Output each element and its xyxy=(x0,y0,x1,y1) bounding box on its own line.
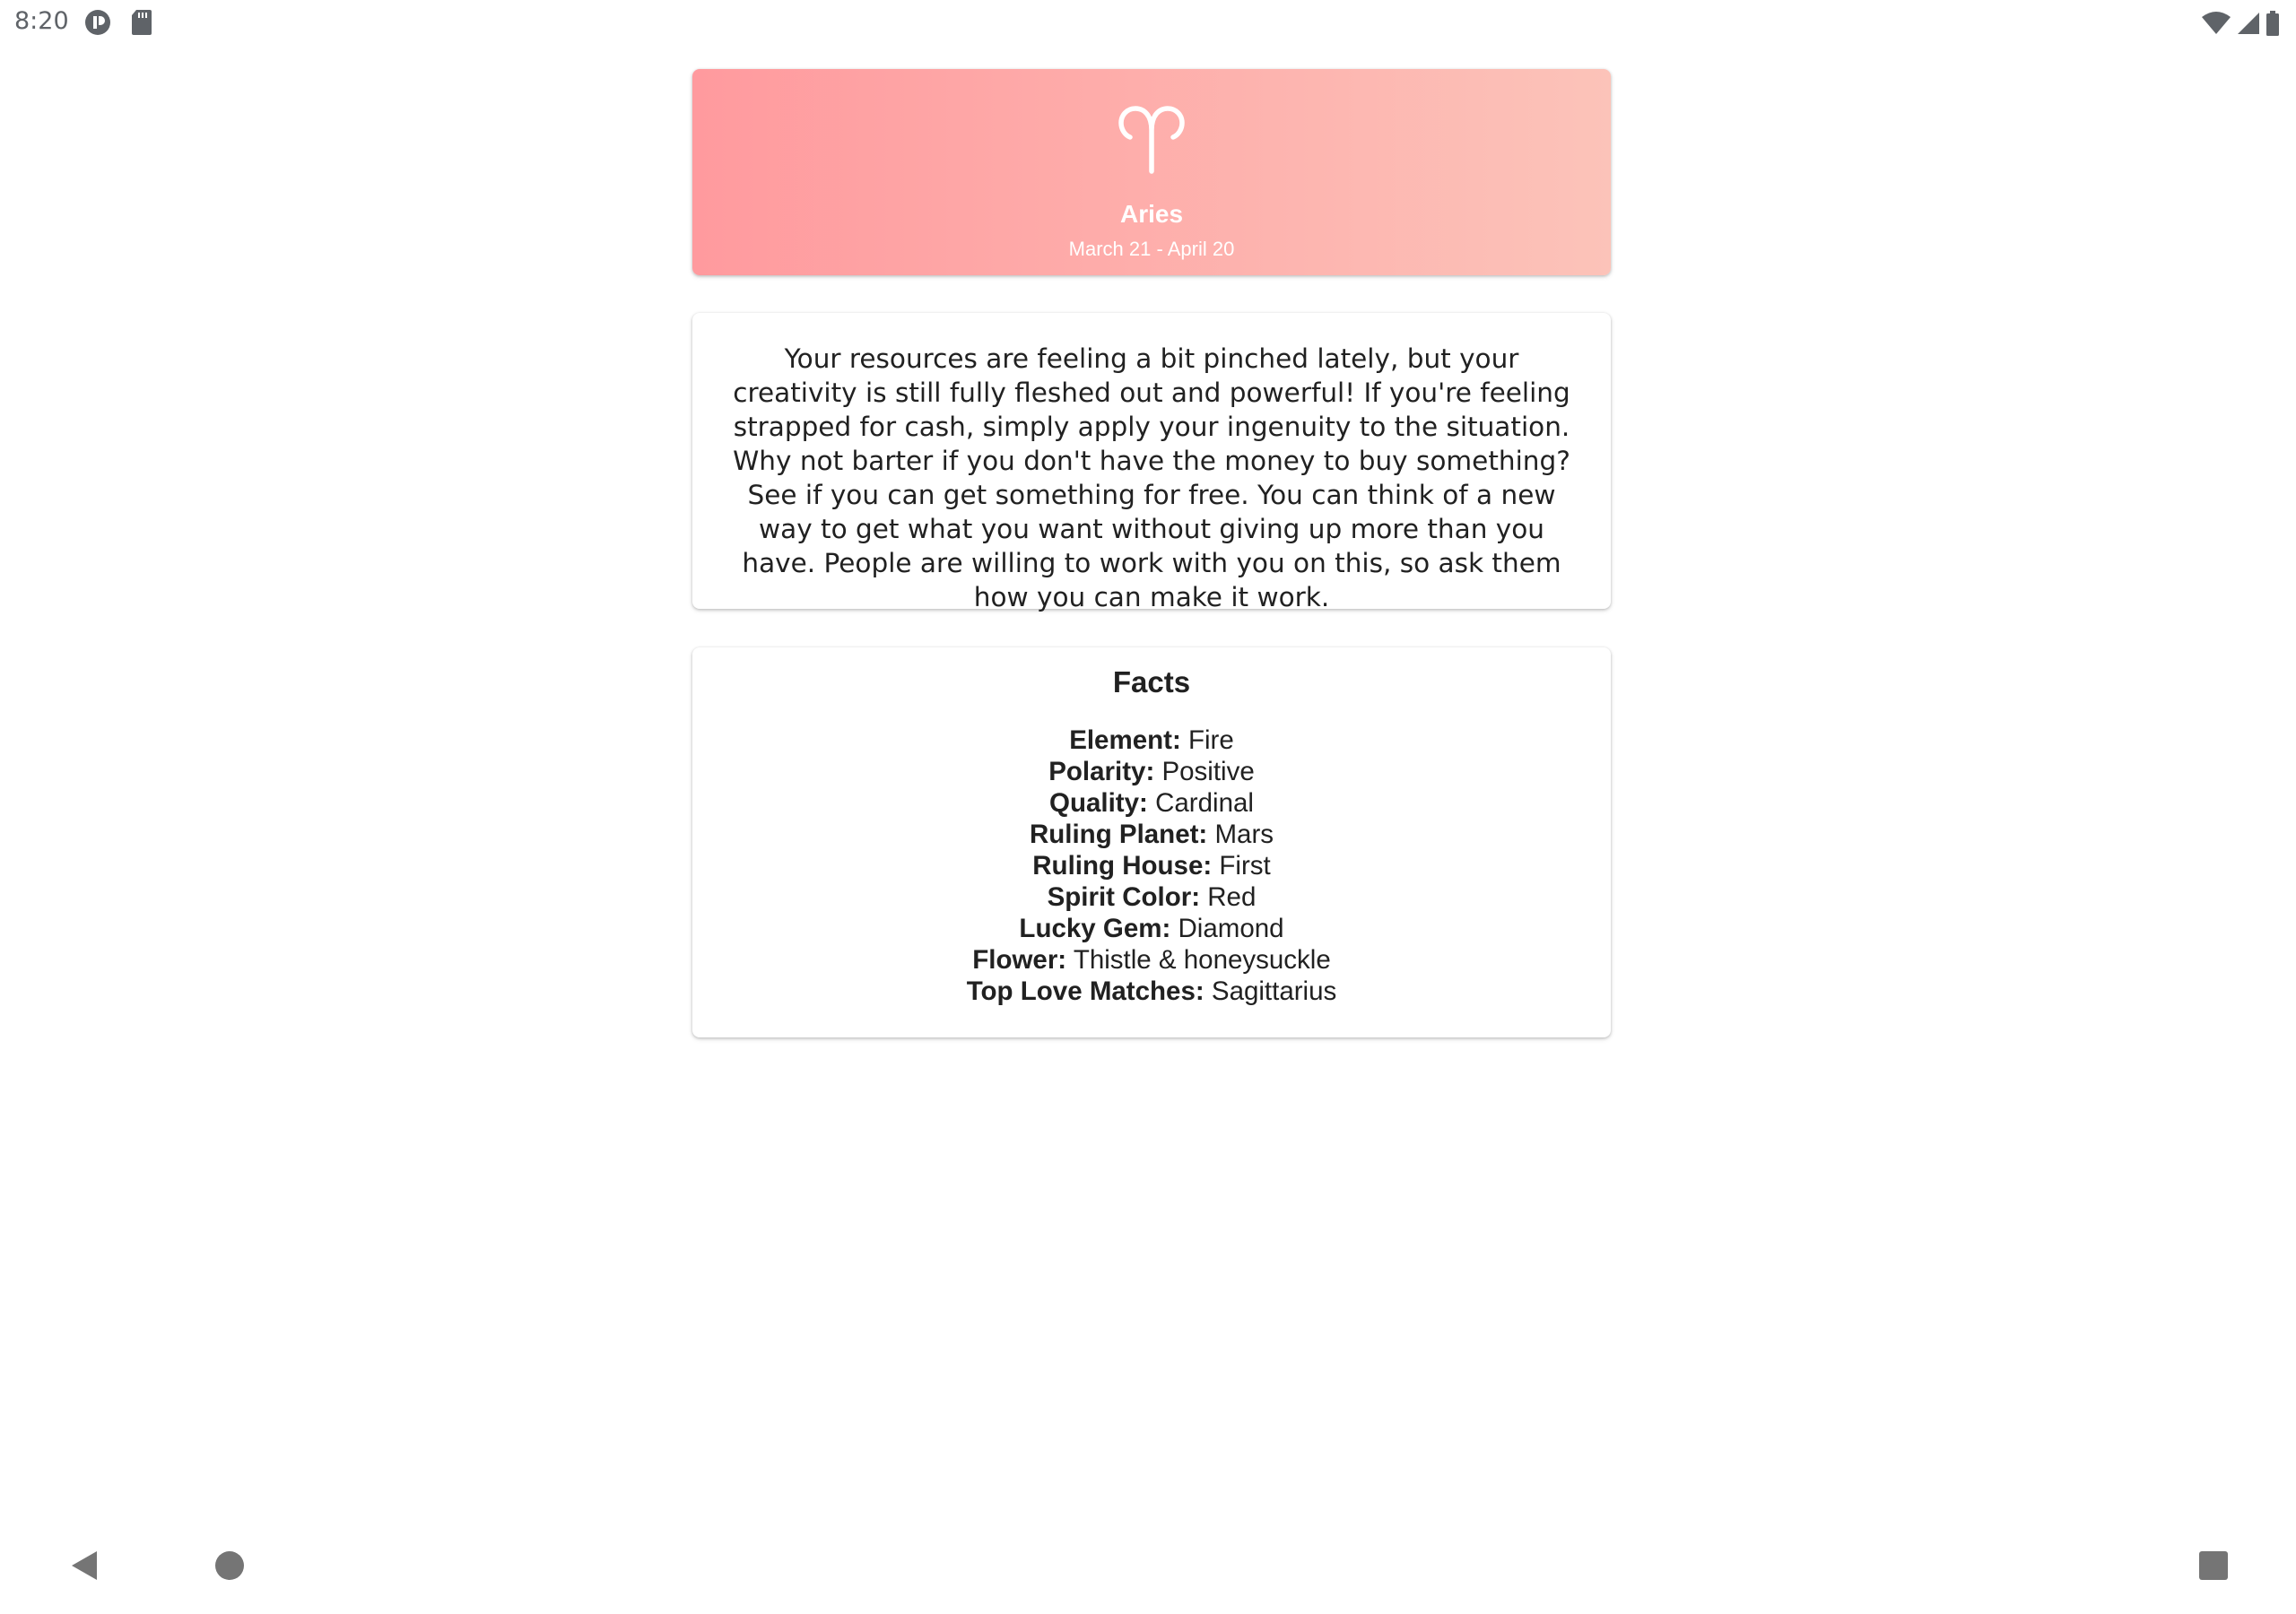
fact-value: First xyxy=(1219,851,1271,881)
fact-quality xyxy=(692,787,1611,819)
fact-ruling-house xyxy=(692,850,1611,881)
fact-flower xyxy=(692,944,1611,976)
status-bar xyxy=(0,0,2296,47)
fact-label: Top Love Matches: xyxy=(966,976,1205,1006)
facts-list xyxy=(692,725,1611,1007)
back-button[interactable] xyxy=(70,1549,99,1582)
facts-title: Facts xyxy=(1112,665,1191,699)
fact-spirit-color xyxy=(692,881,1611,913)
status-time: 8:20 xyxy=(14,7,69,35)
status-right-icons xyxy=(2201,11,2280,36)
recents-button[interactable] xyxy=(2199,1551,2228,1580)
fact-polarity xyxy=(692,756,1611,787)
fact-value: Red xyxy=(1207,882,1257,912)
aries-symbol-icon xyxy=(1116,103,1187,175)
fact-lucky-gem xyxy=(692,913,1611,944)
fact-value: Cardinal xyxy=(1155,788,1254,818)
cell-signal-icon xyxy=(2237,12,2260,35)
wifi-icon xyxy=(2201,12,2231,35)
fact-element xyxy=(692,725,1611,756)
fact-label: Ruling Planet: xyxy=(1029,820,1208,849)
fact-label: Flower: xyxy=(972,945,1067,975)
home-button[interactable] xyxy=(215,1551,244,1580)
fact-value: Thistle & honeysuckle xyxy=(1073,945,1331,975)
fact-label: Polarity: xyxy=(1048,757,1155,786)
horoscope-card xyxy=(692,313,1611,612)
fact-top-love-matches xyxy=(692,976,1611,1007)
fact-label: Ruling House: xyxy=(1032,851,1213,881)
fact-value: Sagittarius xyxy=(1211,976,1337,1006)
app-notification-icon xyxy=(84,9,111,36)
fact-label: Quality: xyxy=(1049,788,1148,818)
fact-label: Lucky Gem: xyxy=(1019,914,1171,943)
battery-icon xyxy=(2266,11,2280,36)
sign-header-card xyxy=(692,69,1611,275)
fact-value: Mars xyxy=(1214,820,1274,849)
fact-label: Spirit Color: xyxy=(1047,882,1201,912)
sign-title: Aries xyxy=(1119,200,1184,228)
sign-dates: March 21 - April 20 xyxy=(1068,238,1235,260)
fact-ruling-planet xyxy=(692,819,1611,850)
fact-value: Positive xyxy=(1161,757,1255,786)
sd-card-icon xyxy=(131,9,152,36)
horoscope-text: Your resources are feeling a bit pinched lately, but your creativity is still fully fleshed out and powerful! If you're feeling strapped for cash, simply apply your ingenuity to the situation. Why not barter if you don't have the money to buy something? See if you can get something for free. You can think of a new way to get what you want without giving up more than you have. People are willing to work with you on this, so ask them how you can make it work. xyxy=(733,343,1570,612)
fact-label: Element: xyxy=(1069,725,1181,755)
facts-card xyxy=(692,647,1611,1037)
fact-value: Fire xyxy=(1187,725,1234,755)
fact-value: Diamond xyxy=(1178,914,1284,943)
